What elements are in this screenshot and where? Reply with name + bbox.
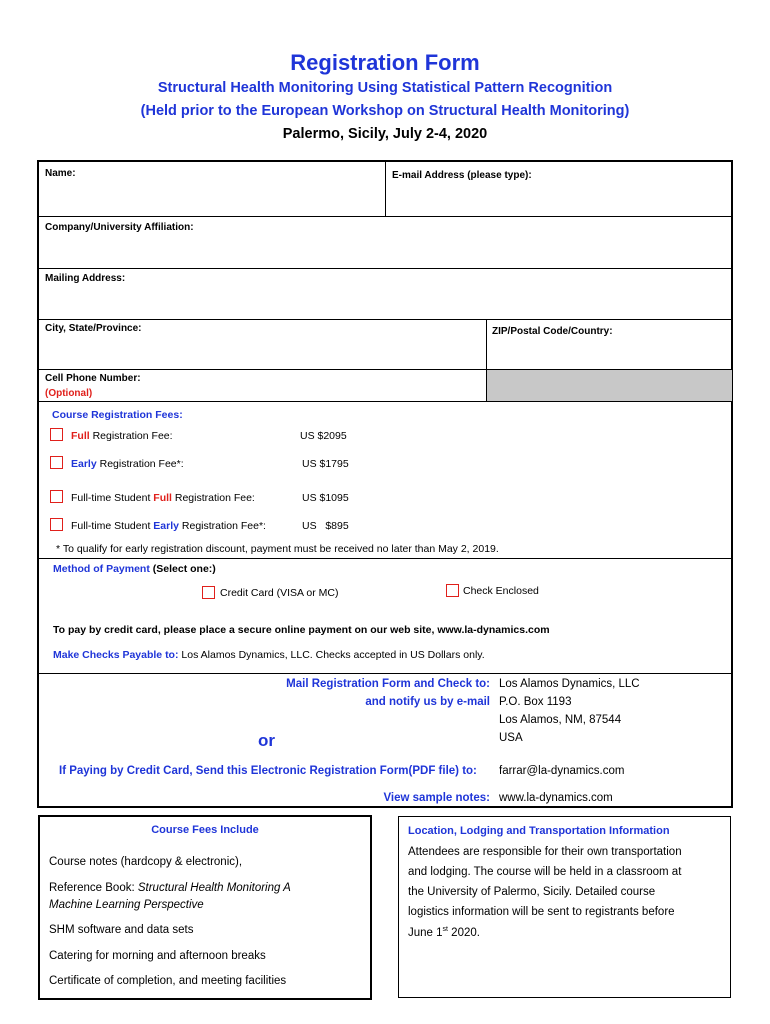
- city-field[interactable]: [42, 337, 482, 367]
- fee-label-early: Early Registration Fee*:: [71, 458, 184, 470]
- logistics-line-4: logistics information will be sent to registrants before: [408, 906, 675, 918]
- event-location: Palermo, Sicily, July 2-4, 2020: [282, 126, 488, 142]
- fee-checkbox-student-early[interactable]: [50, 518, 63, 531]
- zip-label: ZIP/Postal Code/Country:: [492, 326, 613, 337]
- include-item-software: SHM software and data sets: [49, 924, 194, 936]
- address-line-3: Los Alamos, NM, 87544: [499, 714, 622, 726]
- include-item-certificate: Certificate of completion, and meeting facilities: [49, 975, 287, 987]
- include-item-book: Reference Book: Structural Health Monitoring A: [49, 882, 291, 894]
- zip-field[interactable]: [490, 340, 728, 368]
- divider: [385, 161, 386, 217]
- fee-label-full: Full Registration Fee:: [71, 430, 173, 442]
- notify-email-label: and notify us by e-mail: [365, 696, 490, 708]
- email-label: E-mail Address (please type):: [392, 170, 532, 181]
- include-item-book-line2: Machine Learning Perspective: [49, 899, 204, 911]
- mailing-label: Mailing Address:: [45, 273, 126, 284]
- fee-label-student-early: Full-time Student Early Registration Fee*:: [71, 520, 266, 532]
- page-title: Registration Form: [290, 50, 480, 75]
- mail-to-label: Mail Registration Form and Check to:: [286, 678, 490, 690]
- divider: [38, 216, 732, 217]
- company-field[interactable]: [42, 236, 728, 266]
- name-field[interactable]: [42, 180, 382, 214]
- credit-card-checkbox[interactable]: [202, 586, 215, 599]
- email-field[interactable]: [390, 184, 728, 214]
- phone-label: Cell Phone Number:: [45, 373, 141, 384]
- fee-price-student-full: US $1095: [302, 492, 349, 504]
- fee-checkbox-early[interactable]: [50, 456, 63, 469]
- fee-price-early: US $1795: [302, 458, 349, 470]
- page-subtitle-2: (Held prior to the European Workshop on Structural Health Monitoring): [140, 103, 630, 119]
- checks-payable: Make Checks Payable to: Los Alamos Dynamics, LLC. Checks accepted in US Dollars only.: [53, 649, 485, 661]
- address-line-4: USA: [499, 732, 523, 744]
- sample-notes-link[interactable]: www.la-dynamics.com: [499, 792, 613, 804]
- include-item-catering: Catering for morning and afternoon breaks: [49, 950, 266, 962]
- fees-include-heading: Course Fees Include: [151, 824, 259, 836]
- divider: [38, 673, 732, 674]
- logistics-heading: Location, Lodging and Transportation Information: [408, 825, 670, 837]
- fees-heading: Course Registration Fees:: [52, 409, 183, 421]
- fee-checkbox-student-full[interactable]: [50, 490, 63, 503]
- logistics-line-1: Attendees are responsible for their own transportation: [408, 846, 682, 858]
- cc-send-label: If Paying by Credit Card, Send this Electronic Registration Form(PDF file) to:: [59, 765, 477, 777]
- address-line-1: Los Alamos Dynamics, LLC: [499, 678, 640, 690]
- check-enclosed-label: Check Enclosed: [463, 585, 539, 597]
- or-separator: or: [258, 731, 275, 750]
- divider: [38, 401, 732, 402]
- check-enclosed-checkbox[interactable]: [446, 584, 459, 597]
- credit-card-label: Credit Card (VISA or MC): [220, 587, 339, 599]
- gray-cell: [487, 370, 732, 402]
- fee-price-student-early: US $895: [302, 520, 349, 532]
- divider: [38, 319, 732, 320]
- phone-optional-label: (Optional): [45, 388, 93, 399]
- payment-heading: Method of Payment (Select one:): [53, 563, 216, 575]
- logistics-line-5: June 1st 2020.: [408, 926, 480, 939]
- address-line-2: P.O. Box 1193: [499, 696, 572, 708]
- name-label: Name:: [45, 168, 76, 179]
- logistics-line-2: and lodging. The course will be held in a classroom at: [408, 866, 682, 878]
- company-label: Company/University Affiliation:: [45, 222, 194, 233]
- mailing-field[interactable]: [42, 287, 728, 317]
- cc-email-link[interactable]: farrar@la-dynamics.com: [499, 765, 625, 777]
- divider: [38, 558, 732, 559]
- fee-label-student-full: Full-time Student Full Registration Fee:: [71, 492, 255, 504]
- early-discount-note: * To qualify for early registration discount, payment must be received no later than May 2, 2019.: [56, 543, 499, 555]
- divider: [38, 268, 732, 269]
- page-subtitle: Structural Health Monitoring Using Statistical Pattern Recognition: [157, 80, 613, 96]
- city-label: City, State/Province:: [45, 323, 142, 334]
- logistics-line-3: the University of Palermo, Sicily. Detailed course: [408, 886, 656, 898]
- sample-notes-label: View sample notes:: [383, 792, 490, 804]
- phone-field[interactable]: [160, 372, 482, 400]
- fee-price-full: US $2095: [300, 430, 347, 442]
- fee-checkbox-full[interactable]: [50, 428, 63, 441]
- credit-card-instructions: To pay by credit card, please place a secure online payment on our web site, www.la-dynamics.com: [53, 624, 550, 636]
- include-item-notes: Course notes (hardcopy & electronic),: [49, 856, 243, 868]
